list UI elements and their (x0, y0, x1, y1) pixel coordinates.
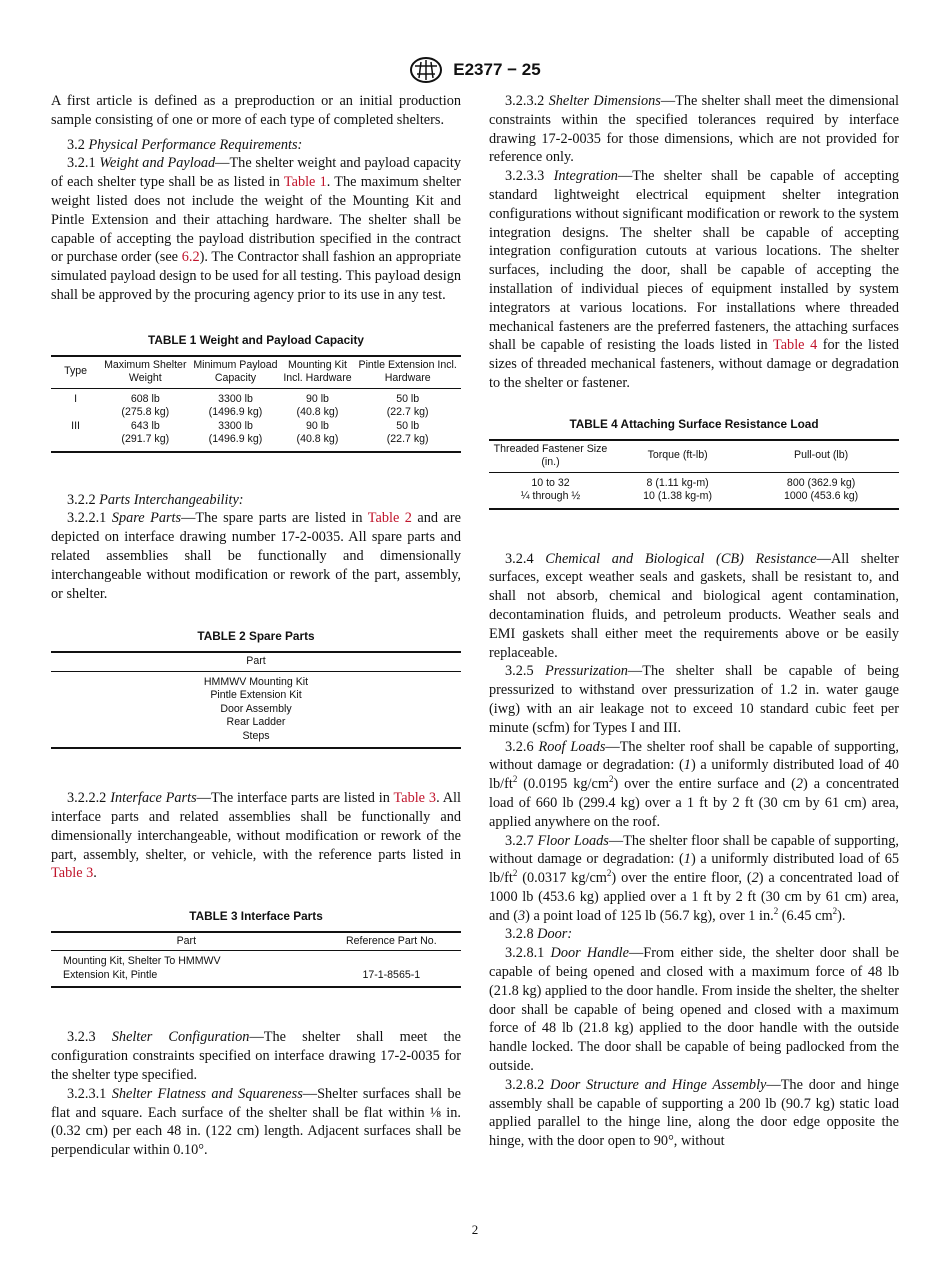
table-3-link[interactable]: Table 3 (51, 865, 94, 882)
paragraph-first-article: A first article is defined as a preproduction or an initial production sample consisting of one or more of each type of completed shelters. (51, 93, 461, 128)
table-row: (291.7 kg) (1496.9 kg) (40.8 kg) (22.7 kg) (121, 433, 429, 446)
table-4 (489, 415, 899, 510)
table-row: Mounting Kit, Shelter To HMMWV (63, 955, 221, 968)
section-3-2-3: 3.2.3 Shelter Configuration—The shelter shall meet the configuration constraints specified on interface drawing 17-2-0035 for the shelter type specified. (51, 1029, 461, 1084)
section-3-2-6: 3.2.6 Roof Loads—The shelter roof shall be capable of supporting, without damage or degradation: (1) a uniformly distributed load of 40 $lb/ft^2$ (0.0195 $kg/cm^2$) over the entire surface and (2) a concentrated load of 660 lb (299.4 kg) over a 1 ft by 2 ft (30 cm by 61 cm) area, applied anywhere on the roof. (489, 738, 899, 830)
table-3-header: Part (51, 932, 322, 951)
table-row: I 608 lb 3300 lb 90 lb 50 lb (74, 392, 420, 405)
table-row: Pintle Extension Kit (210, 689, 302, 702)
table-4-header: Threaded Fastener Size (in.) (489, 440, 612, 473)
section-3-2-1: 3.2.1 Weight and Payload—The shelter weight and payload capacity of each shelter type shall be as listed in Table 1. The maximum shelter weight listed does not include the weight of the Mounting Kit and Pintle Extension and their attaching hardware. The shelter shall be capable of accepting the payload distribution specified in the contract or purchase order (see 6.2). The Contractor shall fashion an appropriate simulated payload design to be used for all testing. This payload design shall be approved by the procuring agency prior to its use in any test. (51, 155, 461, 303)
table-row: (275.8 kg) (1496.9 kg) (40.8 kg) (22.7 kg) (121, 406, 429, 419)
table-1-header: Mounting Kit Incl. Hardware (281, 356, 355, 389)
table-1-header: Minimum Payload Capacity (190, 356, 280, 389)
page-number: 2 (471, 1222, 479, 1237)
table-3-header: Reference Part No. (322, 932, 461, 951)
table-row: Rear Ladder (226, 716, 286, 729)
table-4-header: Torque (ft-lb) (612, 440, 743, 473)
table-1-caption: TABLE 1 Weight and Payload Capacity (148, 332, 364, 347)
table-2 (51, 627, 461, 749)
section-3-2-3-2: 3.2.3.2 Shelter Dimensions—The shelter shall meet the dimensional constraints within the specified tolerances required by interface drawing 17-2-0035 for those dimensions, which are not provided for reference only. (489, 93, 899, 166)
table-row: ¼ through ½ 10 (1.38 kg-m) 1000 (453.6 kg) (520, 490, 859, 503)
section-3-2-2-2: 3.2.2.2 Interface Parts—The interface parts are listed in Table 3. All interface parts and related assemblies shall be functionally and dimensionally interchangeable, without modification or rework of the part, assembly, shelter, or vehicle, with the reference parts listed in Table 3. (51, 790, 461, 882)
section-6-2-link[interactable]: 6.2 (181, 249, 200, 266)
table-2-link[interactable]: Table 2 (367, 510, 412, 527)
table-row: Door Assembly (220, 702, 292, 715)
table-4-caption: TABLE 4 Attaching Surface Resistance Load (569, 416, 819, 431)
left-column (51, 92, 461, 1160)
table-1-link[interactable]: Table 1 (283, 174, 327, 191)
table-3 (51, 907, 461, 988)
section-3-2-2-1: 3.2.2.1 Spare Parts—The spare parts are listed in Table 2 and are depicted on interface drawing number 17-2-0035. All spare parts and related assemblies shall be functionally and dimensionally interchangeable without modification or rework of the part, assembly, or shelter. (51, 510, 461, 602)
table-1-header: Pintle Extension Incl. Hardware (354, 356, 461, 389)
section-3-2-5: 3.2.5 Pressurization—The shelter shall be capable of being pressurized to withstand over pressurization of 1.2 in. water gauge (iwg) with an air leakage not to exceed 10 standard cubic feet per minute (scfm) for Types I and III. (489, 663, 899, 736)
section-3-2: 3.2 Physical Performance Requirements: (67, 136, 303, 153)
table-3-link[interactable]: Table 3 (393, 790, 437, 807)
section-3-2-8-1: 3.2.8.1 Door Handle—From either side, the shelter door shall be capable of being opened and closed with a maximum force of 48 lb (21.8 kg) applied to the door handle. From inside the shelter, the shelter door shall be capable of being opened and closed with a maximum force of 48 lb (21.8 kg) applied to the door handle with the outside handle locked. The door shall be capable of being padlocked from the outside. (489, 945, 899, 1075)
table-row: 10 to 32 8 (1.11 kg-m) 800 (362.9 kg) (531, 476, 856, 489)
section-3-2-3-1: 3.2.3.1 Shelter Flatness and Squareness—Shelter surfaces shall be flat and square. Each surface of the shelter shall be flat within ⅛ in. (0.32 cm) per each 48 in. (122 cm) length. Adjacent surfaces shall be perpendicular within 0.10°. (51, 1085, 461, 1159)
right-column (489, 92, 899, 1151)
table-1 (51, 331, 461, 453)
table-row: III 643 lb 3300 lb 90 lb 50 lb (71, 419, 420, 432)
table-3-caption: TABLE 3 Interface Parts (189, 909, 323, 924)
table-row: Extension Kit, Pintle 17-1-8565-1 (63, 968, 421, 981)
section-3-2-7: 3.2.7 Floor Loads—The shelter floor shall be capable of supporting, without damage or degradation: (1) a uniformly distributed load of 65 $lb/ft^2$ (0.0317 $kg/cm^2$) over the entire floor, (2) a concentrated load of 1000 lb (453.6 kg) applied over a 1 ft by 2 ft (30 cm by 61 cm) area, and (3) a point load of 125 lb (56.7 kg), over 1 in.$^2$ (6.45 $cm^2$). (489, 832, 900, 924)
table-row: HMMWV Mounting Kit (203, 675, 309, 688)
table-2-caption: TABLE 2 Spare Parts (197, 629, 315, 644)
table-row: Steps (242, 729, 270, 742)
table-4-header: Pull-out (lb) (743, 440, 899, 473)
section-3-2-4: 3.2.4 Chemical and Biological (CB) Resistance—All shelter surfaces, except weather seals and gaskets, shall be resistant to, and shall not absorb, chemical and biological agent contamination, decontamination fluids, and petroleum products. Weather seals and EMI gaskets shall either meet the requirements above or be easily replaceable. (489, 550, 899, 661)
table-2-header: Part (51, 652, 461, 671)
section-3-2-2: 3.2.2 Parts Interchangeability: (67, 491, 244, 508)
section-3-2-8-2: 3.2.8.2 Door Structure and Hinge Assembly—The door and hinge assembly shall be capable of supporting a 200 lb (90.7 kg) static load applied parallel to the hinge line, along the door edge opposite the hinge, with the door open to 90°, without (489, 1076, 899, 1150)
page-header (0, 56, 950, 84)
table-1-header: Maximum Shelter Weight (100, 356, 190, 389)
table-1-header: Type (51, 356, 100, 389)
astm-logo-icon (409, 56, 443, 84)
standard-designation: E2377 − 25 (453, 60, 541, 79)
table-4-link[interactable]: Table 4 (772, 337, 818, 354)
section-3-2-3-3: 3.2.3.3 Integration—The shelter shall be capable of accepting standard lightweight electrical equipment shelter integration configurations without significant modification or rework to the system integration designs. The shelter shall be capable of accepting integration configuration cutouts at various locations. The shelter surfaces, including the door, shall be capable of accepting the installation of individual pieces of equipment installed by system integrators at various locations. For installations where threaded mechanical fasteners are the preferred fasteners, the attaching surfaces shall be capable of resisting the loads listed in Table 4 for the listed sizes of threaded mechanical fasteners, without damage or degradation to the shelter or fastener. (489, 168, 899, 391)
section-3-2-8: 3.2.8 Door: (505, 926, 573, 943)
